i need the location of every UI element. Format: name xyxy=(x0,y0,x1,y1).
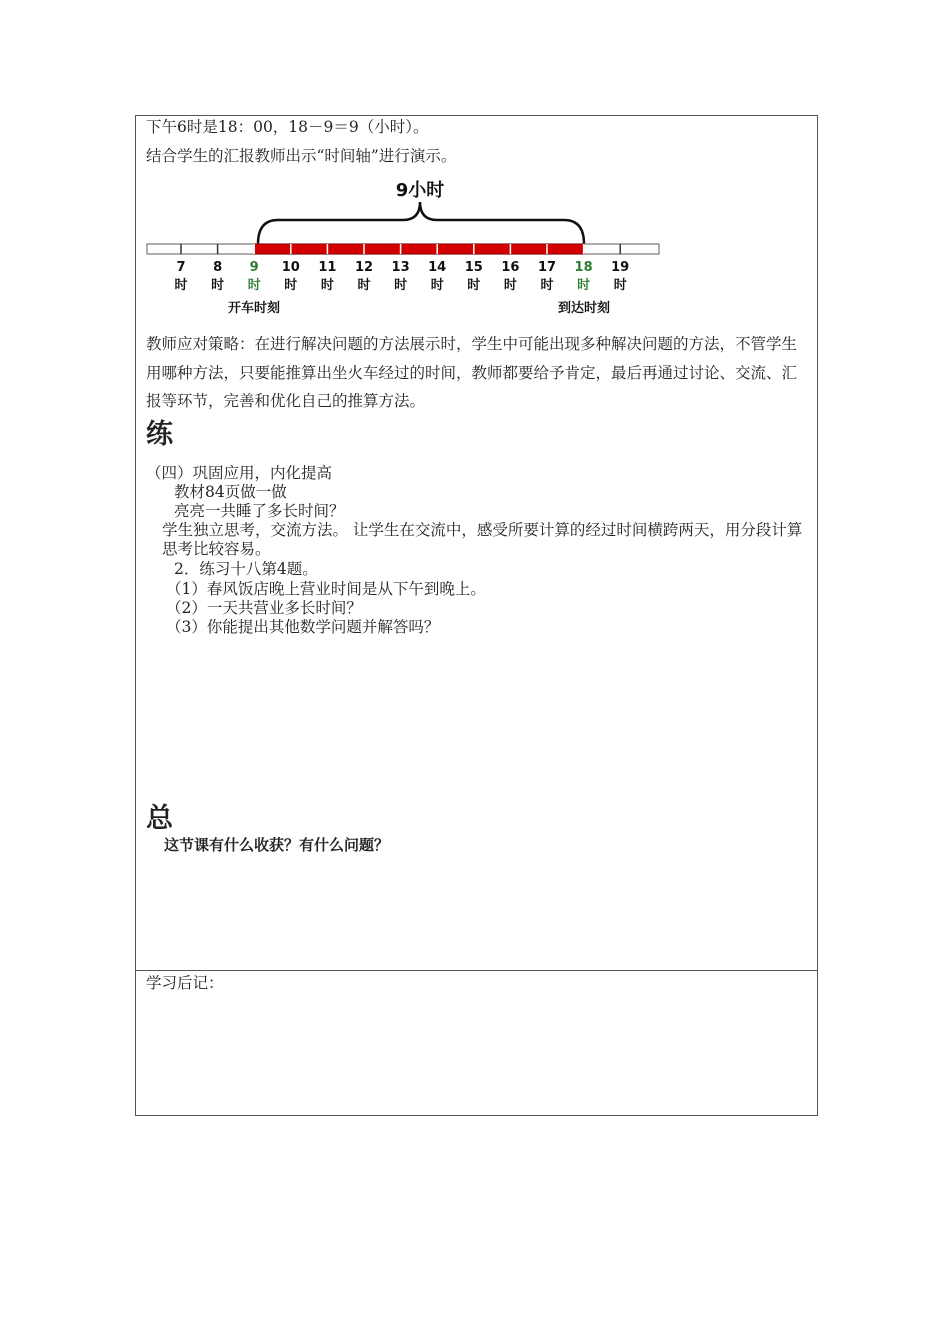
tick-unit-label: 时 xyxy=(577,278,591,293)
teacher-strategy: 教师应对策略：在进行解决问题的方法展示时，学生中可能出现多种解决问题的方法，不管学生用哪种方法，只要能推算出坐火车经过的时间，教师都要给予肯定，最后再通过讨论、交流、汇报等环节，完善和优化自己的推算方法。 xyxy=(146,335,798,410)
exercise-ref: 2．练习十八第4题。 xyxy=(174,560,318,578)
depart-label: 开车时刻 xyxy=(227,301,281,316)
tick-hour-label: 15 xyxy=(464,260,483,275)
tick-hour-label: 8 xyxy=(213,260,223,275)
tick-unit-label: 时 xyxy=(247,278,261,293)
practice-heading: 练 xyxy=(146,419,173,450)
question-1: （1）春风饭店晚上营业时间是从下午到晚上。 xyxy=(166,580,486,598)
tick-hour-label: 19 xyxy=(611,260,630,275)
tick-hour-label: 10 xyxy=(281,260,300,275)
tick-hour-label: 7 xyxy=(176,260,186,275)
row-divider xyxy=(136,970,817,971)
notes-label: 学习后记： xyxy=(146,974,224,992)
calc-line: 下午6时是18：00，18－9＝9（小时）。 xyxy=(146,118,429,136)
tick-hour-label: 17 xyxy=(537,260,557,275)
summary-question: 这节课有什么收获？有什么问题？ xyxy=(164,836,390,854)
question-2: （2）一天共营业多长时间？ xyxy=(166,599,362,617)
tick-unit-label: 时 xyxy=(174,278,188,293)
tick-unit-label: 时 xyxy=(430,278,444,293)
time-axis-diagram xyxy=(141,172,681,322)
arrive-label: 到达时刻 xyxy=(557,301,611,316)
tick-unit-label: 时 xyxy=(284,278,298,293)
tick-hour-label: 16 xyxy=(501,260,520,275)
tick-unit-label: 时 xyxy=(613,278,627,293)
sleep-question: 亮亮一共睡了多长时间？ xyxy=(174,502,345,520)
tick-unit-label: 时 xyxy=(540,278,554,293)
tick-unit-label: 时 xyxy=(467,278,481,293)
tick-unit-label: 时 xyxy=(394,278,408,293)
tick-unit-label: 时 xyxy=(211,278,225,293)
tick-unit-label: 时 xyxy=(357,278,371,293)
tick-hour-label: 11 xyxy=(318,260,337,275)
elapsed-bar xyxy=(254,244,583,254)
method-note: 学生独立思考，交流方法。 让学生在交流中，感受所要计算的经过时间横跨两天，用分段计算思考比较容易。 xyxy=(162,521,803,558)
question-3: （3）你能提出其他数学问题并解答吗？ xyxy=(166,618,440,636)
tick-unit-label: 时 xyxy=(320,278,334,293)
textbook-ref: 教材84页做一做 xyxy=(174,483,287,501)
lesson-table xyxy=(135,115,818,1116)
tick-unit-label: 时 xyxy=(503,278,517,293)
tick-hour-label: 18 xyxy=(574,260,593,275)
tick-hour-label: 13 xyxy=(391,260,410,275)
span-label: 9小时 xyxy=(395,180,445,201)
tick-hour-label: 14 xyxy=(428,260,447,275)
timeline-intro: 结合学生的汇报教师出示“时间轴”进行演示。 xyxy=(146,147,457,165)
tick-hour-label: 12 xyxy=(354,260,374,275)
summary-heading: 总 xyxy=(146,803,173,834)
practice-section: （四）巩固应用，内化提高 xyxy=(146,464,333,482)
tick-hour-label: 9 xyxy=(249,260,259,275)
span-brace xyxy=(258,202,584,244)
